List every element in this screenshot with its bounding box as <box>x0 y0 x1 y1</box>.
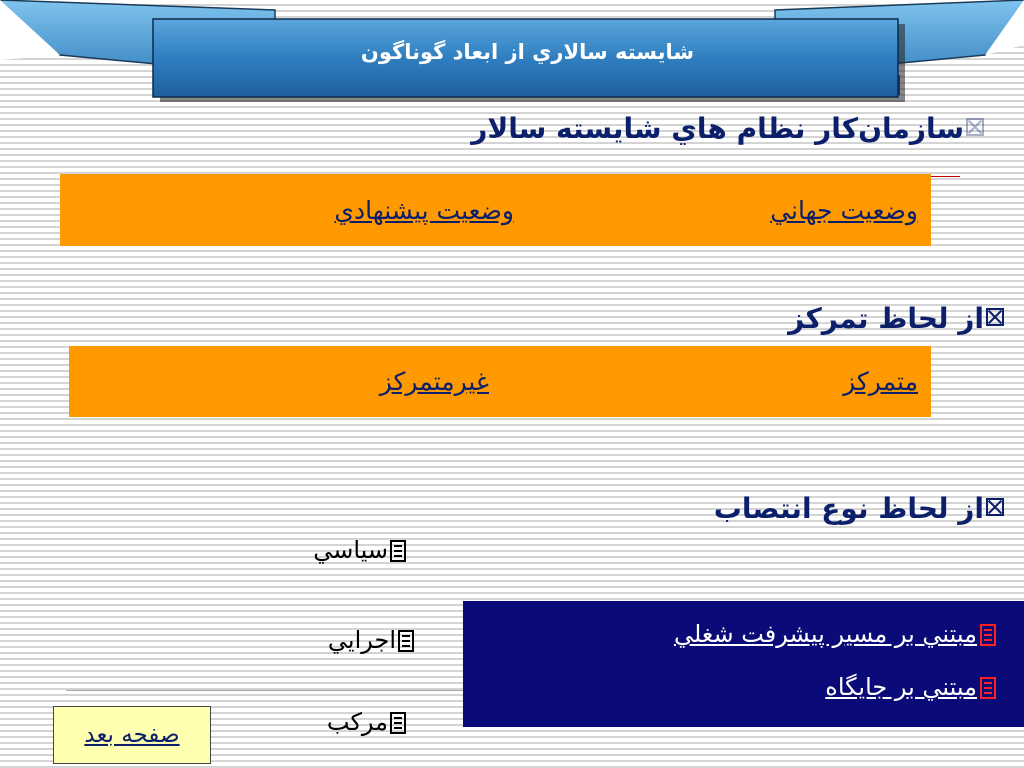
checkbox-x-icon <box>986 308 1004 326</box>
red-document-icon <box>980 677 996 699</box>
option-proposed-status[interactable]: وضعيت پيشنهادي <box>334 196 514 225</box>
document-icon <box>390 712 406 734</box>
next-page-label: صفحه بعد <box>84 722 180 748</box>
list-item-executive-text: اجرايي <box>327 626 396 654</box>
banner-title: شايسته سالاري از ابعاد گوناگون <box>360 40 695 64</box>
heading-appointment-text: از لحاظ نوع انتصاب <box>713 492 984 525</box>
list-item-executive <box>328 626 414 654</box>
heading-appointment <box>714 492 1004 525</box>
list-item-political-text: سياسي <box>313 536 388 564</box>
link-career-path-text: مبتني بر مسير پيشرفت شغلي <box>673 620 977 648</box>
heading-organization-text: سازمان‌كار نظام هاي شايسته سالار <box>471 112 964 145</box>
option-global-status[interactable]: وضعيت جهاني <box>770 196 918 225</box>
heading-concentration-text: از لحاظ تمركز <box>788 302 984 335</box>
checkbox-x-icon <box>966 118 984 136</box>
divider <box>930 176 960 177</box>
orange-bar-concentration <box>69 346 931 417</box>
link-position-based-text: مبتني بر جايگاه <box>825 673 977 701</box>
next-page-button[interactable] <box>53 706 211 764</box>
link-position-based[interactable] <box>825 673 996 701</box>
heading-organization <box>471 112 984 145</box>
option-centralized[interactable]: متمركز <box>843 367 918 396</box>
link-career-path[interactable] <box>674 620 996 648</box>
divider <box>66 690 464 691</box>
document-icon <box>398 630 414 652</box>
red-document-icon <box>980 624 996 646</box>
checkbox-x-icon <box>986 498 1004 516</box>
list-item-combined <box>327 708 406 736</box>
document-icon <box>390 540 406 562</box>
heading-concentration <box>788 302 1004 335</box>
list-item-combined-text: مركب <box>326 708 388 736</box>
option-decentralized[interactable]: غيرمتمركز <box>379 367 489 396</box>
list-item-political <box>313 536 406 564</box>
